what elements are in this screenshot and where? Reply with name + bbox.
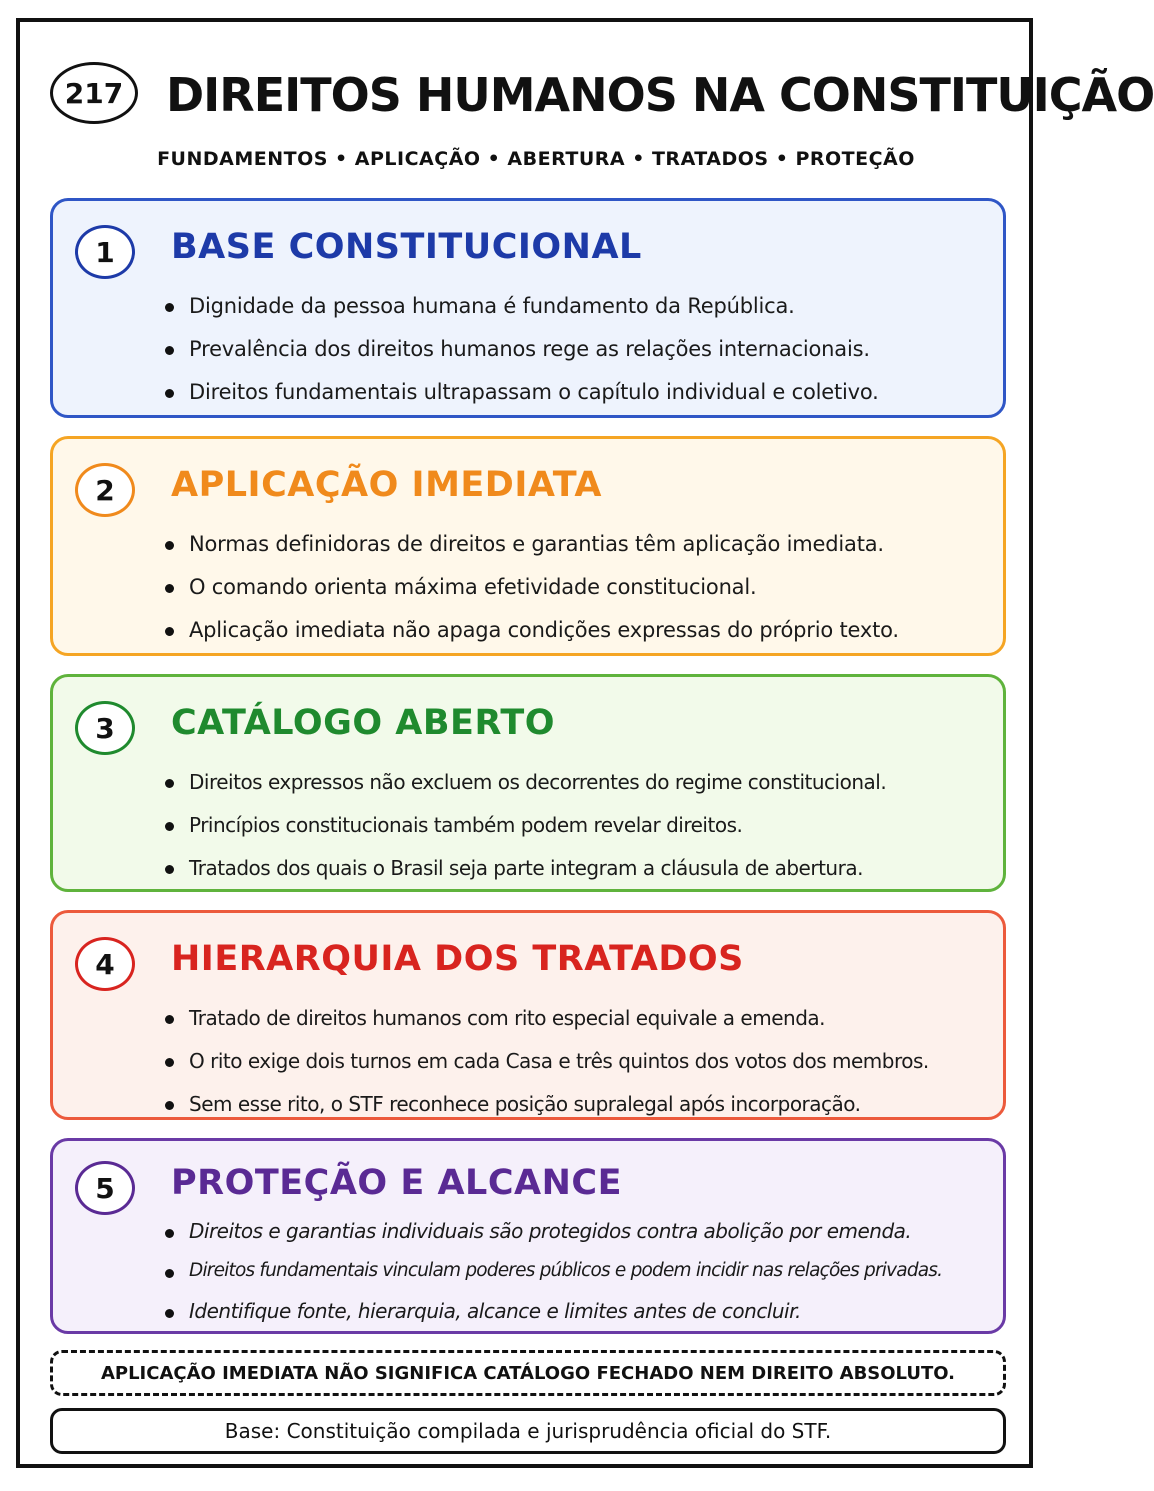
bullet-item: Normas definidoras de direitos e garantias têm aplicação imediata. [159,523,899,566]
section-title: PROTEÇÃO E ALCANCE [171,1163,622,1203]
section-title: BASE CONSTITUCIONAL [171,227,642,267]
section-title: APLICAÇÃO IMEDIATA [171,465,602,505]
bullet-item: Direitos e garantias individuais são protegidos contra abolição por emenda. [159,1211,942,1251]
bullet-item: Direitos fundamentais ultrapassam o capítulo individual e coletivo. [159,371,879,414]
bullet-list [159,523,899,652]
section-hierarquia-tratados [50,910,1006,1120]
bullet-list [159,285,879,414]
page-title: DIREITOS HUMANOS NA CONSTITUIÇÃO [166,68,1154,122]
page-subtitle: FUNDAMENTOS • APLICAÇÃO • ABERTURA • TRATADOS • PROTEÇÃO [157,148,915,170]
section-base-constitucional [50,198,1006,418]
bullet-item: Sem esse rito, o STF reconhece posição supralegal após incorporação. [159,1083,929,1126]
section-number: 2 [75,463,135,517]
bullet-item: Princípios constitucionais também podem revelar direitos. [159,804,886,847]
bullet-item: Dignidade da pessoa humana é fundamento da República. [159,285,879,328]
card-number-badge: 217 [50,62,138,124]
section-title: HIERARQUIA DOS TRATADOS [171,939,744,979]
bullet-item: Direitos expressos não excluem os decorrentes do regime constitucional. [159,761,886,804]
section-protecao-alcance [50,1138,1006,1334]
section-number: 1 [75,225,135,279]
section-number: 4 [75,937,135,991]
bullet-item: Prevalência dos direitos humanos rege as relações internacionais. [159,328,879,371]
bullet-list [159,761,886,890]
bullet-item: Tratado de direitos humanos com rito especial equivale a emenda. [159,997,929,1040]
section-catalogo-aberto [50,674,1006,892]
bullet-item: Identifique fonte, hierarquia, alcance e limites antes de concluir. [159,1291,942,1331]
bullet-list [159,1211,942,1331]
bullet-list [159,997,929,1126]
source-footer: Base: Constituição compilada e jurisprudência oficial do STF. [50,1408,1006,1454]
section-number: 5 [75,1161,135,1215]
section-number: 3 [75,701,135,755]
bullet-item: Aplicação imediata não apaga condições expressas do próprio texto. [159,609,899,652]
bullet-item: Tratados dos quais o Brasil seja parte integram a cláusula de abertura. [159,847,886,890]
bullet-item: O rito exige dois turnos em cada Casa e três quintos dos votos dos membros. [159,1040,929,1083]
section-title: CATÁLOGO ABERTO [171,703,555,743]
key-note-box: APLICAÇÃO IMEDIATA NÃO SIGNIFICA CATÁLOGO FECHADO NEM DIREITO ABSOLUTO. [50,1350,1006,1396]
bullet-item: O comando orienta máxima efetividade constitucional. [159,566,899,609]
bullet-item: Direitos fundamentais vinculam poderes públicos e podem incidir nas relações privadas. [159,1251,942,1291]
section-aplicacao-imediata [50,436,1006,656]
